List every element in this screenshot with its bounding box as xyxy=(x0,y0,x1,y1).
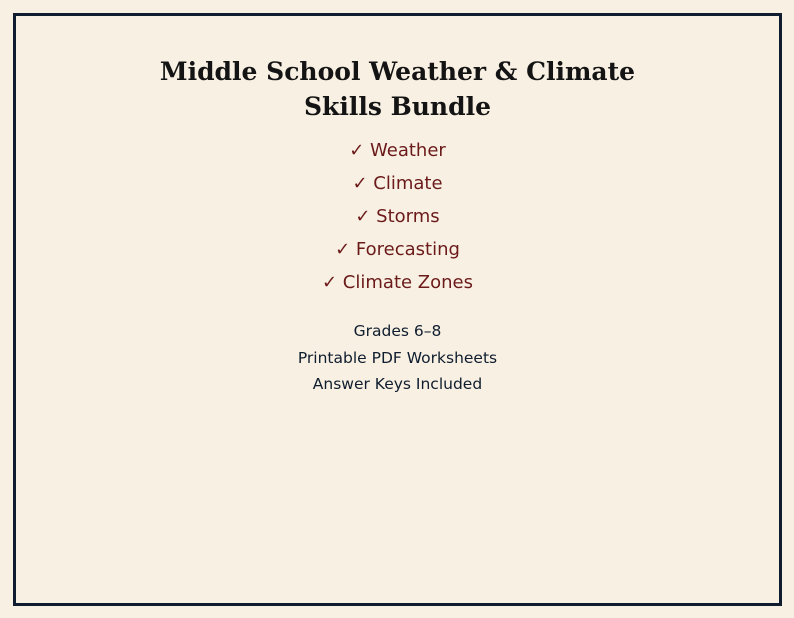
title-line-2: Skills Bundle xyxy=(303,92,491,121)
page-title xyxy=(16,54,779,124)
title-line-1: Middle School Weather & Climate xyxy=(159,57,636,86)
grade-level: Grades 6–8 xyxy=(353,322,442,340)
cover-frame xyxy=(13,13,782,606)
checklist-item-climate-zones: ✓ Climate Zones xyxy=(322,272,473,293)
format-note: Printable PDF Worksheets xyxy=(297,348,498,367)
answer-keys-note: Answer Keys Included xyxy=(312,375,483,393)
checklist-item-climate: ✓ Climate xyxy=(352,173,443,194)
checklist-item-weather: ✓ Weather xyxy=(349,140,446,161)
checklist-item-forecasting: ✓ Forecasting xyxy=(335,239,460,260)
checklist-item-storms: ✓ Storms xyxy=(355,206,440,227)
topic-checklist xyxy=(16,134,779,299)
product-details xyxy=(16,318,779,398)
